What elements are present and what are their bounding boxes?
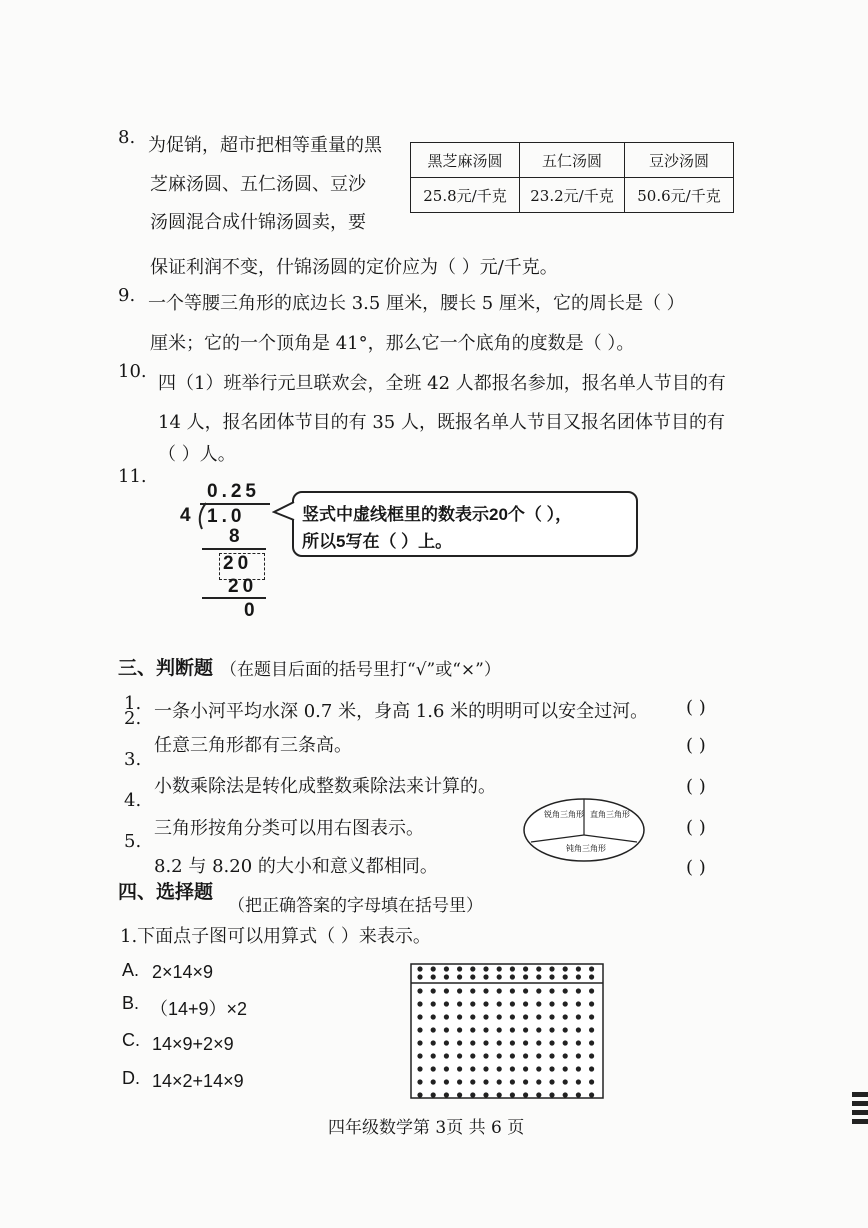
grid-dot	[510, 1014, 515, 1019]
grid-dot	[563, 1001, 568, 1006]
grid-dot	[444, 974, 449, 979]
grid-dot	[483, 1079, 488, 1084]
grid-dot	[431, 1040, 436, 1045]
grid-dot	[549, 1027, 554, 1032]
tf-item-number: 4.	[124, 790, 142, 811]
grid-dot	[444, 1079, 449, 1084]
price-table-cell: 25.8元/千克	[411, 178, 520, 213]
grid-dot	[576, 966, 581, 971]
grid-dot	[510, 1079, 515, 1084]
option-b-text[interactable]: （14+9）×2	[150, 999, 248, 1019]
grid-dot	[431, 1079, 436, 1084]
grid-dot	[457, 1027, 462, 1032]
grid-dot	[431, 1027, 436, 1032]
grid-dot	[549, 1001, 554, 1006]
grid-dot	[536, 988, 541, 993]
grid-dot	[470, 1066, 475, 1071]
grid-dot	[510, 988, 515, 993]
grid-dot	[470, 974, 475, 979]
grid-dot	[549, 1066, 554, 1071]
grid-dot	[576, 988, 581, 993]
grid-dot	[549, 966, 554, 971]
grid-dot	[589, 974, 594, 979]
grid-dot	[470, 1014, 475, 1019]
tf-item-number: 3.	[124, 749, 142, 770]
tf-item-text: 任意三角形都有三条高。	[154, 735, 352, 756]
tf-item-number: 5.	[124, 831, 142, 852]
grid-dot	[497, 1079, 502, 1084]
grid-dot	[576, 1092, 581, 1097]
grid-dot	[563, 1092, 568, 1097]
q9-text-line2: 厘米；它的一个顶角是 41°，那么它一个底角的度数是（ ）。	[150, 333, 635, 354]
grid-dot	[431, 1066, 436, 1071]
edge-mark	[852, 1119, 868, 1124]
grid-dot	[431, 1014, 436, 1019]
division-bar	[200, 503, 270, 505]
grid-dot	[549, 1079, 554, 1084]
grid-dot	[457, 974, 462, 979]
price-table	[410, 142, 734, 213]
q10-text-line2: 14 人，报名团体节目的有 35 人，既报名单人节目又报名团体节目的有	[158, 412, 725, 433]
price-table-header: 豆沙汤圆	[625, 143, 734, 178]
grid-dot	[576, 974, 581, 979]
grid-dot	[576, 1079, 581, 1084]
tf-item-text: 三角形按角分类可以用右图表示。	[154, 818, 424, 839]
division-step-product: 8	[229, 526, 244, 547]
grid-dot	[417, 974, 422, 979]
division-quotient: 0.25	[207, 481, 260, 502]
grid-dot	[589, 966, 594, 971]
grid-dot	[536, 1040, 541, 1045]
grid-dot	[483, 1053, 488, 1058]
grid-dot	[576, 1027, 581, 1032]
tf-answer-paren[interactable]: ( )	[686, 857, 706, 878]
grid-dot	[563, 1079, 568, 1084]
section3-instruction: （在题目后面的括号里打“√”或“×”）	[220, 660, 501, 680]
grid-dot	[563, 1066, 568, 1071]
option-c-text[interactable]: 14×9+2×9	[152, 1034, 234, 1054]
grid-dot	[523, 1001, 528, 1006]
grid-dot	[444, 1001, 449, 1006]
grid-dot	[589, 1001, 594, 1006]
grid-dot	[563, 966, 568, 971]
grid-dot	[510, 1066, 515, 1071]
diagram-label-acute: 锐角三角形	[544, 810, 584, 819]
grid-dot	[431, 1001, 436, 1006]
grid-dot	[536, 1001, 541, 1006]
grid-dot	[457, 1040, 462, 1045]
grid-dot	[444, 1092, 449, 1097]
grid-dot	[457, 1014, 462, 1019]
grid-dot	[510, 966, 515, 971]
price-table-header-row	[411, 143, 734, 178]
grid-dot	[523, 1079, 528, 1084]
grid-dot	[536, 1079, 541, 1084]
grid-dot	[431, 1092, 436, 1097]
grid-dot	[497, 1001, 502, 1006]
grid-dot	[497, 1066, 502, 1071]
grid-dot	[523, 1027, 528, 1032]
grid-dot	[497, 974, 502, 979]
tf-item-text: 8.2 与 8.20 的大小和意义都相同。	[154, 856, 438, 877]
grid-dot	[523, 974, 528, 979]
division-bracket	[194, 502, 208, 530]
grid-dot	[483, 1014, 488, 1019]
option-letter: C.	[122, 1030, 140, 1050]
q10-text-line1: 四（1）班举行元旦联欢会，全班 42 人都报名参加，报名单人节目的有	[158, 373, 726, 394]
q10-text-line3: （ ）人。	[158, 444, 236, 465]
tf-item-text: 一条小河平均水深 0.7 米，身高 1.6 米的明明可以安全过河。	[154, 701, 649, 722]
grid-dot	[589, 988, 594, 993]
grid-dot	[589, 1014, 594, 1019]
division-final-remainder: 0	[244, 600, 259, 621]
grid-dot	[417, 966, 422, 971]
q8-text-line3: 汤圆混合成什锦汤圆卖，要	[150, 212, 366, 233]
q9-number: 9.	[118, 285, 136, 306]
grid-dot	[523, 1040, 528, 1045]
grid-dot	[483, 1092, 488, 1097]
grid-dot	[536, 966, 541, 971]
grid-dot	[497, 1053, 502, 1058]
price-table-cell: 50.6元/千克	[625, 178, 734, 213]
q8-number: 8.	[118, 127, 136, 148]
callout-line2: 所以5写在（ ）上。	[302, 532, 453, 551]
grid-dot	[431, 1053, 436, 1058]
q10-number: 10.	[118, 361, 147, 382]
grid-dot	[483, 1001, 488, 1006]
grid-dot	[444, 1040, 449, 1045]
grid-dot	[576, 1001, 581, 1006]
grid-dot	[457, 988, 462, 993]
q8-text-line4: 保证利润不变，什锦汤圆的定价应为（ ）元/千克。	[150, 257, 558, 278]
grid-dot	[576, 1053, 581, 1058]
grid-dot	[497, 1092, 502, 1097]
grid-dot	[523, 1014, 528, 1019]
price-table-price-row	[411, 178, 734, 213]
section3-title: 三、判断题	[118, 657, 214, 679]
price-table-header: 黑芝麻汤圆	[411, 143, 520, 178]
edge-mark	[852, 1110, 868, 1115]
grid-dot	[470, 1040, 475, 1045]
grid-dot	[470, 988, 475, 993]
grid-dot	[523, 966, 528, 971]
grid-dot	[549, 1014, 554, 1019]
grid-dot	[457, 966, 462, 971]
option-d-text[interactable]: 14×2+14×9	[152, 1071, 244, 1091]
grid-dot	[470, 1053, 475, 1058]
grid-dot	[536, 1092, 541, 1097]
grid-dot	[536, 1053, 541, 1058]
grid-dot	[431, 988, 436, 993]
grid-dot	[417, 1014, 422, 1019]
option-letter: A.	[122, 960, 140, 980]
grid-dot	[549, 974, 554, 979]
grid-dot	[417, 1066, 422, 1071]
grid-dot	[483, 1027, 488, 1032]
q9-text-line1: 一个等腰三角形的底边长 3.5 厘米，腰长 5 厘米，它的周长是（ ）	[148, 293, 685, 314]
grid-dot	[536, 974, 541, 979]
dot-grid-frame	[411, 964, 603, 1098]
grid-dot	[431, 966, 436, 971]
triangle-classification-diagram	[522, 797, 646, 863]
grid-dot	[563, 1053, 568, 1058]
grid-dot	[510, 1053, 515, 1058]
diagram-label-obtuse: 钝角三角形	[566, 844, 606, 853]
grid-dot	[523, 1092, 528, 1097]
edge-marks	[852, 1092, 868, 1132]
grid-dot	[497, 1014, 502, 1019]
grid-dot	[576, 1066, 581, 1071]
grid-dot	[483, 1040, 488, 1045]
grid-dot	[497, 1027, 502, 1032]
tf-answer-paren[interactable]: ( )	[686, 697, 706, 718]
grid-dot	[523, 988, 528, 993]
q11-number: 11.	[118, 466, 147, 487]
grid-dot	[523, 1066, 528, 1071]
grid-dot	[589, 1066, 594, 1071]
dot-grid-diagram	[410, 963, 604, 1099]
grid-dot	[417, 988, 422, 993]
grid-dot	[589, 1053, 594, 1058]
tf-answer-paren[interactable]: ( )	[686, 776, 706, 797]
grid-dot	[549, 1040, 554, 1045]
grid-dot	[576, 1040, 581, 1045]
callout-line1: 竖式中虚线框里的数表示20个（ ），	[302, 505, 573, 524]
grid-dot	[417, 1027, 422, 1032]
grid-dot	[510, 1027, 515, 1032]
grid-dot	[457, 1079, 462, 1084]
option-letter: D.	[122, 1068, 140, 1088]
grid-dot	[589, 1027, 594, 1032]
grid-dot	[563, 1027, 568, 1032]
grid-dot	[563, 974, 568, 979]
grid-dot	[497, 966, 502, 971]
division-line-2	[202, 597, 266, 599]
grid-dot	[431, 974, 436, 979]
grid-dot	[510, 1092, 515, 1097]
section4-instruction: （把正确答案的字母填在括号里）	[228, 896, 483, 916]
grid-dot	[483, 988, 488, 993]
diagram-label-right: 直角三角形	[590, 810, 630, 819]
section4-title: 四、选择题	[118, 881, 214, 903]
grid-dot	[510, 974, 515, 979]
division-dividend: 1.0	[207, 506, 246, 527]
grid-dot	[497, 1040, 502, 1045]
grid-dot	[457, 1066, 462, 1071]
grid-dot	[444, 1066, 449, 1071]
grid-dot	[549, 1053, 554, 1058]
grid-dot	[470, 966, 475, 971]
grid-dot	[444, 1027, 449, 1032]
grid-dot	[523, 1053, 528, 1058]
grid-dot	[589, 1079, 594, 1084]
tf-answer-paren[interactable]: ( )	[686, 817, 706, 838]
grid-dot	[549, 988, 554, 993]
division-step-product-2: 20	[228, 576, 258, 597]
tf-item-number: 2.	[124, 708, 142, 729]
grid-dot	[457, 1001, 462, 1006]
division-line-1	[202, 548, 266, 550]
grid-dot	[417, 1092, 422, 1097]
option-a-text[interactable]: 2×14×9	[152, 962, 214, 982]
grid-dot	[563, 1014, 568, 1019]
grid-dot	[457, 1092, 462, 1097]
edge-mark	[852, 1101, 868, 1106]
grid-dot	[483, 1066, 488, 1071]
tf-item-text: 小数乘除法是转化成整数乘除法来计算的。	[154, 776, 496, 797]
grid-dot	[417, 1001, 422, 1006]
tf-item-number: 1.	[124, 693, 142, 714]
callout-pointer	[272, 500, 296, 522]
price-table-cell: 23.2元/千克	[520, 178, 625, 213]
q8-text-line2: 芝麻汤圆、五仁汤圆、豆沙	[150, 174, 366, 195]
grid-dot	[536, 1027, 541, 1032]
grid-dot	[536, 1014, 541, 1019]
grid-dot	[444, 966, 449, 971]
grid-dot	[417, 1053, 422, 1058]
division-step-remainder: 20	[223, 553, 253, 574]
division-divisor: 4	[180, 505, 195, 526]
tf-answer-paren[interactable]: ( )	[686, 735, 706, 756]
grid-dot	[444, 1053, 449, 1058]
grid-dot	[417, 1040, 422, 1045]
grid-dot	[563, 1040, 568, 1045]
grid-dot	[457, 1053, 462, 1058]
grid-dot	[444, 988, 449, 993]
edge-mark	[852, 1092, 868, 1097]
grid-dot	[563, 988, 568, 993]
grid-dot	[470, 1001, 475, 1006]
q8-text-line1: 为促销，超市把相等重量的黑	[148, 135, 382, 156]
grid-dot	[470, 1092, 475, 1097]
grid-dot	[510, 1040, 515, 1045]
grid-dot	[483, 966, 488, 971]
grid-dot	[589, 1040, 594, 1045]
page-footer: 四年级数学第 3页 共 6 页	[328, 1118, 525, 1138]
grid-dot	[589, 1092, 594, 1097]
explanation-callout	[292, 491, 638, 557]
grid-dot	[444, 1014, 449, 1019]
grid-dot	[510, 1001, 515, 1006]
mc-q1-stem: 1.下面点子图可以用算式（ ）来表示。	[120, 926, 431, 947]
grid-dot	[417, 1079, 422, 1084]
grid-dot	[483, 974, 488, 979]
grid-dot	[576, 1014, 581, 1019]
grid-dot	[536, 1066, 541, 1071]
grid-dot	[549, 1092, 554, 1097]
grid-dot	[470, 1027, 475, 1032]
option-letter: B.	[122, 993, 140, 1013]
grid-dot	[470, 1079, 475, 1084]
grid-dot	[497, 988, 502, 993]
price-table-header: 五仁汤圆	[520, 143, 625, 178]
